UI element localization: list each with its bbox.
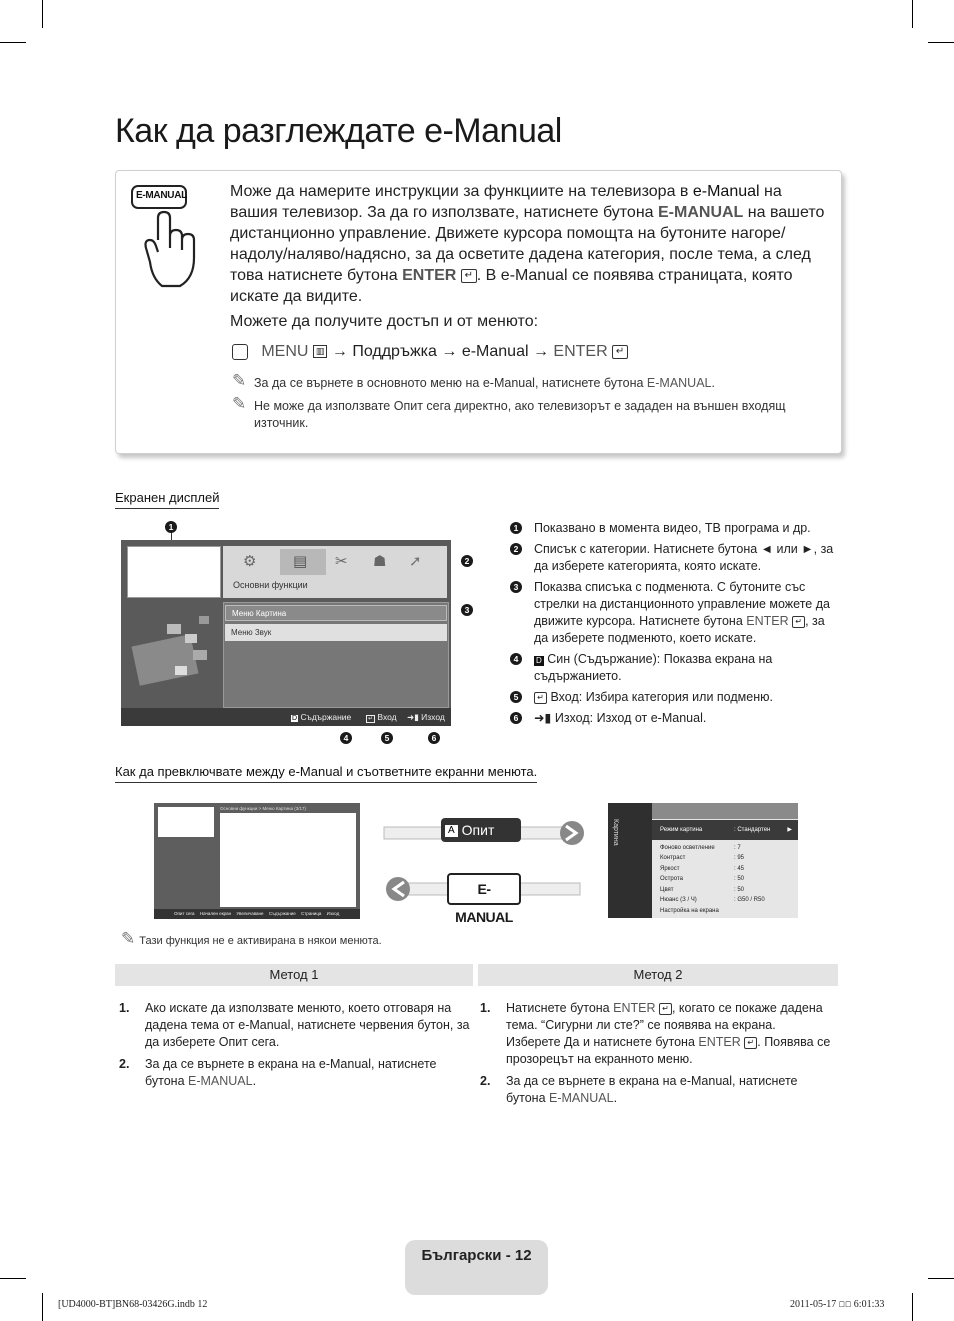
picture-row[interactable]: [660, 853, 796, 864]
support-label: Поддръжка: [352, 343, 437, 360]
content-button[interactable]: D Съдържание: [292, 712, 352, 722]
menu-path: [232, 343, 628, 361]
method-2-step-1: [476, 1000, 831, 1068]
footer-file: [UD4000-BT]BN68-03426G.indb 12: [58, 1299, 208, 1310]
a-key-icon: A: [445, 825, 458, 837]
step-text: ENTER: [698, 1035, 741, 1049]
small-emanual-screen: [154, 803, 360, 919]
crop-mark: [928, 42, 954, 43]
emanual-label: e-Manual: [461, 343, 529, 360]
picture-row[interactable]: [660, 906, 796, 917]
step-text: Натиснете бутона: [506, 1001, 614, 1015]
category-icon[interactable]: ⚙: [243, 553, 257, 570]
picture-row-value: : 7: [734, 844, 741, 851]
step-text: ” се появява на екрана. Изберете: [506, 1018, 776, 1049]
intro-access: Можете да получите достъп и от менюто:: [230, 313, 539, 330]
page-number-badge: Български - 12: [405, 1240, 548, 1295]
category-icon[interactable]: ➚: [409, 553, 422, 570]
note-text: e-Manual: [482, 376, 535, 390]
legend-text: .: [702, 711, 707, 725]
picture-row[interactable]: [660, 874, 796, 885]
picture-row-key: Нюанс (З / Ч): [660, 897, 697, 903]
intro-text: . В e-Manual се появява страницата, която искате да видите.: [230, 267, 793, 305]
step-text: , натиснете бутона: [145, 1057, 437, 1088]
menu-icon: ▥: [313, 345, 328, 358]
video-window: [127, 546, 221, 598]
small-video-window: [158, 807, 214, 837]
picture-side-label: Картина: [612, 819, 619, 846]
legend-text: Показва списъка с подменюта. С бутоните със стрелки на дистанционното управление можете да движите курсора. Натиснете бутона: [534, 580, 830, 628]
small-bottom-bar: [154, 909, 360, 919]
method-1-step-2: [115, 1056, 470, 1090]
intro-text: на вашия телевизор. За да го използвате, натиснете бутона: [230, 183, 782, 221]
crop-mark: [0, 42, 26, 43]
small-content-page: [220, 813, 356, 907]
step-text: , когато се покаже дадена тема. “: [506, 1001, 823, 1032]
content-label: Съдържание: [300, 712, 352, 722]
legend-text: Показвано в момента видео, ТВ програма и др.: [534, 521, 811, 535]
intro-text: на вашето дистанционно управление. Движете курсора помощта на бутоните нагоре/надолу/наляво/надясно, за да осветите дадена категория, после тема, а след това натиснете бутона: [230, 204, 825, 284]
legend-item-4: [508, 651, 838, 685]
picture-row-key: Фоново осветление: [660, 844, 715, 851]
screen-legend: [508, 520, 838, 731]
callout-2: 2: [461, 555, 473, 567]
legend-number: 1: [510, 522, 522, 534]
legend-item-2: [508, 541, 838, 575]
intro-emanual: e-Manual: [692, 183, 760, 200]
small-bottom-item: Увеличаване: [236, 911, 264, 916]
footer-date: 2011-05-17 ﾿﾿ 6:01:33: [790, 1299, 885, 1310]
small-bottom-item: Страница: [301, 911, 322, 916]
picture-row[interactable]: [660, 825, 796, 836]
method-1-header: Метод 1: [115, 964, 473, 986]
pencil-note-icon: ✎: [232, 371, 247, 390]
intro-paragraph: [230, 181, 828, 332]
picture-row-key: Цвят: [660, 886, 674, 893]
intro-enter: ENTER: [402, 267, 457, 284]
picture-row-value: : G50 / R50: [734, 897, 765, 903]
picture-row[interactable]: [660, 843, 796, 854]
arrow: →: [441, 343, 458, 360]
picture-row-key: Режим картина: [660, 827, 703, 833]
legend-number: 4: [510, 653, 522, 665]
category-icon[interactable]: ✂: [335, 553, 348, 570]
picture-side-tab: [608, 803, 652, 918]
legend-item-6: [508, 710, 838, 727]
picture-rows: [660, 825, 796, 916]
legend-text: : Избира категория или подменю.: [578, 690, 773, 704]
step-text: .: [275, 1035, 280, 1049]
note-text: Не може да използвате: [254, 399, 394, 413]
method-2-header: Метод 2: [478, 964, 838, 986]
small-bottom-item: Опит сега: [174, 911, 195, 916]
legend-item-3: [508, 579, 838, 647]
enter-icon: ↵: [659, 1003, 672, 1015]
picture-menu-header: [652, 803, 798, 819]
enter-icon: ↵: [612, 345, 628, 359]
method-2-step-2: [476, 1073, 831, 1107]
submenu-item[interactable]: Меню Звук: [225, 624, 447, 641]
enter-label: ENTER: [553, 343, 608, 360]
step-text: Да: [564, 1035, 580, 1049]
menu-label: MENU: [261, 343, 309, 360]
legend-text: ): Показва екрана на съдържанието.: [534, 652, 773, 683]
callout-1: 1: [165, 521, 177, 533]
enter-label: Вход: [377, 712, 397, 722]
legend-text: : Изход от: [589, 711, 651, 725]
picture-row[interactable]: [660, 864, 796, 875]
crop-mark: [928, 1278, 954, 1279]
intro-text: Може да намерите инструкции за функциите на телевизора в: [230, 183, 693, 200]
enter-icon: ↵: [461, 269, 477, 283]
legend-text: Съдържание: [577, 652, 653, 666]
step-text: E-MANUAL: [188, 1074, 253, 1088]
picture-menu-screen: [608, 803, 798, 918]
exit-label: Изход: [421, 712, 445, 722]
method-1-step-1: [115, 1000, 470, 1051]
picture-row-key: Настройка на екрана: [660, 907, 719, 914]
step-number: 1.: [119, 1001, 130, 1015]
remote-icon: [232, 344, 248, 360]
step-text: e-Manual: [238, 1018, 291, 1032]
picture-row-key: Контраст: [660, 855, 686, 861]
note-text: , натиснете бутона: [534, 376, 647, 390]
switch-note-text: Тази функция не е активирана в някои менюта.: [139, 935, 382, 947]
picture-row-key: Острота: [660, 876, 683, 882]
legend-text: , за да изберете подменюто, което искате.: [534, 614, 825, 645]
tv-graphic-icon: [127, 610, 223, 700]
crop-mark: [0, 1278, 26, 1279]
step-text: . Появява се прозорецът на екранното меню.: [506, 1035, 831, 1066]
callout-3: 3: [461, 604, 473, 616]
legend-text: Списък с категории. Натиснете бутона ◄ или ►, за да изберете категорията, която искате.: [534, 542, 834, 573]
step-text: За да се върнете в екрана на: [145, 1057, 319, 1071]
note-text: За да се върнете в основното меню на: [254, 376, 483, 390]
note-text: E-MANUAL: [646, 376, 712, 390]
category-bar: [223, 546, 447, 598]
picture-row-value: : Стандартен: [734, 827, 771, 833]
category-name: Основни функции: [233, 580, 308, 590]
picture-row-value: : 50: [734, 886, 745, 893]
legend-enter: ENTER: [746, 614, 789, 628]
step-text: За да се върнете в екрана на: [506, 1074, 680, 1088]
step-text: ENTER: [613, 1001, 656, 1015]
note-text: директно, ако телевизорът е зададен на външен входящ източник.: [254, 399, 786, 430]
enter-icon: ↵: [534, 692, 547, 704]
step-number: 2.: [119, 1057, 130, 1071]
exit-icon: ➜▮: [534, 711, 552, 725]
pencil-note-icon: ✎: [121, 929, 136, 948]
step-text: .: [613, 1091, 618, 1105]
crop-mark: [42, 1293, 43, 1321]
intro-emanual-button: E-MANUAL: [658, 204, 744, 221]
crop-mark: [42, 0, 43, 28]
arrow: →: [532, 343, 549, 360]
note-2: [232, 394, 792, 432]
legend-text: e-Manual: [650, 711, 703, 725]
enter-icon: ↵: [792, 616, 805, 628]
legend-number: 3: [510, 581, 522, 593]
exit-button[interactable]: ➜▮ Изход: [407, 712, 445, 722]
note-text: Опит сега: [393, 399, 451, 413]
caret-right-icon: ▶: [787, 827, 792, 833]
try-now-label: Опит сега: [441, 822, 495, 862]
picture-row-value: : 45: [734, 865, 745, 872]
callout-4: 4: [340, 732, 352, 744]
legend-text: Вход: [550, 690, 579, 704]
method-2-steps: [476, 1000, 831, 1112]
picture-row[interactable]: [660, 895, 796, 906]
legend-item-1: [508, 520, 838, 537]
step-text: Сигурни ли сте?: [545, 1018, 640, 1032]
intro-notes: [232, 371, 792, 432]
picture-row-value: : 50: [734, 876, 745, 882]
step-text: Ако искате да използвате менюто, което отговаря на дадена тема от: [145, 1001, 452, 1032]
crop-mark: [912, 0, 913, 28]
emanual-return-button[interactable]: E-MANUAL: [447, 873, 521, 905]
switch-note: [121, 930, 382, 950]
category-icon[interactable]: ▤: [293, 553, 308, 570]
legend-text: Изход: [554, 711, 590, 725]
step-text: Опит сега: [218, 1035, 276, 1049]
step-text: и натиснете бутона: [579, 1035, 699, 1049]
legend-item-5: [508, 689, 838, 706]
callout-5: 5: [381, 732, 393, 744]
small-bottom-item: Начален екран: [199, 911, 232, 916]
submenu-item[interactable]: Меню Картина: [225, 605, 447, 621]
pencil-note-icon: ✎: [232, 394, 247, 413]
note-1: [232, 371, 792, 392]
legend-text: Син (: [547, 652, 578, 666]
picture-row[interactable]: [660, 885, 796, 896]
category-icon[interactable]: ☗: [373, 553, 387, 570]
try-now-button[interactable]: [441, 818, 521, 862]
legend-number: 2: [510, 543, 522, 555]
picture-row-key: Яркост: [660, 865, 680, 872]
small-bottom-item: Изход: [326, 911, 340, 916]
screen-display-heading: Екранен дисплей: [115, 490, 219, 509]
bottom-bar: [121, 708, 451, 726]
blue-d-icon: D: [536, 656, 542, 665]
arrow: →: [331, 343, 348, 360]
callout-6: 6: [428, 732, 440, 744]
step-text: E-MANUAL: [549, 1091, 614, 1105]
step-text: .: [252, 1074, 257, 1088]
emanual-screen: [121, 540, 451, 726]
small-breadcrumb: Основни функции > Меню Картина (3/17): [220, 806, 306, 811]
step-text: e-Manual: [679, 1074, 733, 1088]
picture-row-value: : 95: [734, 855, 745, 861]
step-number: 2.: [480, 1074, 491, 1088]
enter-icon: ↵: [744, 1037, 757, 1049]
switch-heading: Как да превключвате между e-Manual и съответните екранни менюта.: [115, 764, 537, 783]
crop-mark: [912, 1293, 913, 1321]
page-title: Как да разглеждате e-Manual: [115, 112, 562, 150]
small-bottom-item: Съдържание: [268, 911, 296, 916]
step-text: , натиснете червения бутон, за да изберете: [145, 1018, 470, 1049]
legend-number: 6: [510, 712, 522, 724]
step-number: 1.: [480, 1001, 491, 1015]
step-text: , натиснете бутона: [506, 1074, 798, 1105]
submenu-panel: [223, 602, 449, 708]
e-manual-key-label: E-MANUAL: [136, 190, 187, 201]
step-text: e-Manual: [318, 1057, 372, 1071]
enter-button[interactable]: ↵ Вход: [368, 712, 397, 722]
method-1-steps: [115, 1000, 470, 1095]
note-text: .: [711, 376, 715, 390]
legend-number: 5: [510, 691, 522, 703]
